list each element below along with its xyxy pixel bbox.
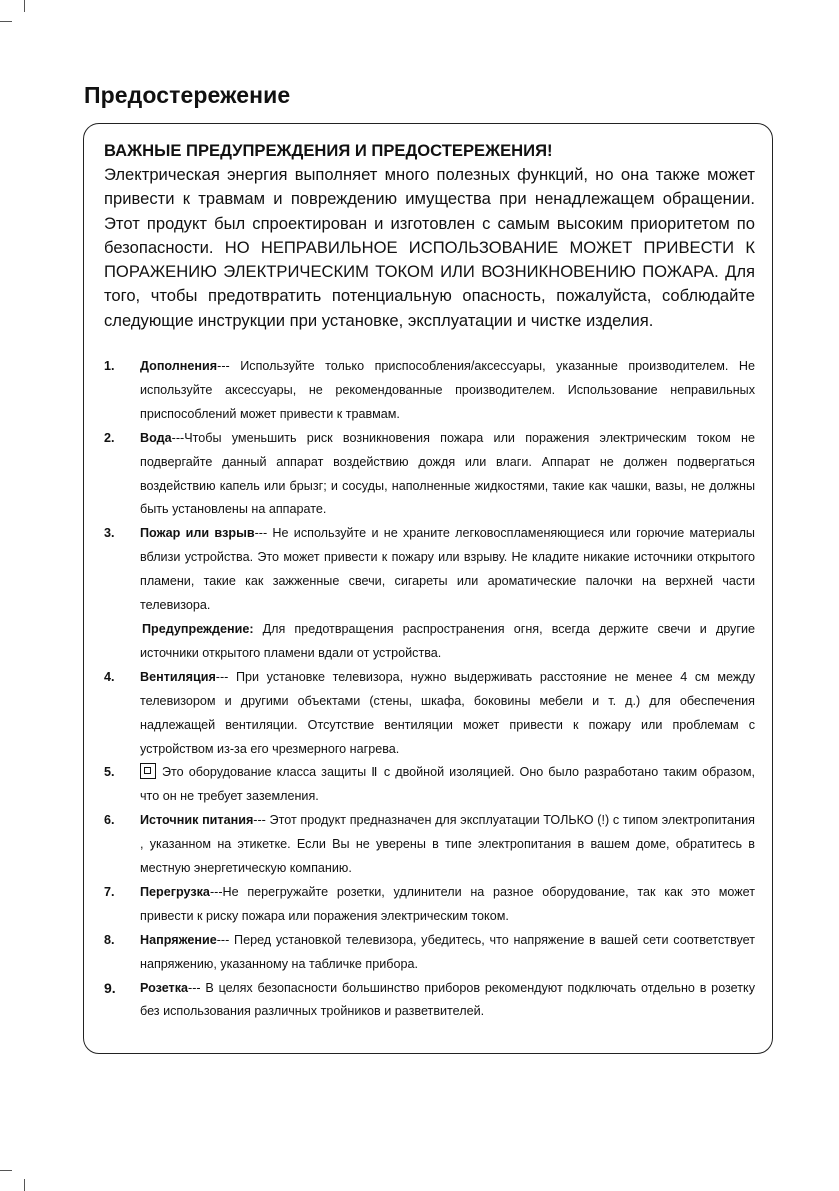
item-term: Перегрузка: [140, 884, 210, 899]
crop-mark: [0, 1170, 12, 1171]
crop-mark: [24, 1179, 25, 1191]
list-item: [104, 666, 755, 762]
warning-note: [104, 618, 755, 666]
item-term: Напряжение: [140, 932, 217, 947]
item-term: Дополнения: [140, 359, 218, 373]
item-term: Пожар или взрыв: [140, 526, 255, 541]
warning-note-term: Предупреждение:: [142, 621, 254, 636]
item-text: --- При установке телевизора, нужно выдерживать расстояние не менее 4 см между телевизором и другими объектами (стены, шкафа, боковины мебели и т. д.) для обеспечения надлежащей вентиляции. Отсутствие вентиляции может привести к пожару или проблемам с устройством из-за его чрезмерного нагрева.: [140, 669, 755, 756]
item-number: 5.: [104, 765, 115, 780]
item-text: --- В целях безопасности большинство приборов рекомендуют подключать отдельно в розетку без использования различных тройников и разветвителей.: [140, 980, 755, 1019]
crop-mark: [0, 21, 12, 22]
item-text: --- Перед установкой телевизора, убедитесь, что напряжение в вашей сети соответствует напряжению, указанному на табличке прибора.: [140, 932, 755, 971]
list-item: [104, 809, 755, 881]
crop-mark: [24, 0, 25, 12]
list-item: [104, 761, 755, 809]
item-term: Источник питания: [140, 813, 254, 828]
item-number: 4.: [104, 669, 115, 684]
page-title: Предостережение: [84, 82, 291, 108]
list-item: [104, 977, 755, 1025]
list-item: [104, 355, 755, 427]
list-item: [104, 881, 755, 929]
item-text: --- Используйте только приспособления/аксессуары, указанные производителем. Не используйте аксессуары, не рекомендованные производителем. Использование неправильных приспособлений может привести к травмам.: [140, 359, 755, 421]
item-term: Розетка: [140, 980, 189, 995]
list-item: [104, 427, 755, 523]
item-text: --- Этот продукт предназначен для эксплуатации ТОЛЬКО (!) с типом электропитания , указанном на этикетке. Если Вы не уверены в типе электропитания в вашем доме, обратитесь в местную энергетическую компанию.: [140, 813, 755, 876]
item-number: 7.: [104, 884, 115, 899]
box-heading: ВАЖНЫЕ ПРЕДУПРЕЖДЕНИЯ И ПРЕДОСТЕРЕЖЕНИЯ!: [104, 141, 553, 160]
item-text: Это оборудование класса защиты Ⅱ с двойной изоляцией. Оно было разработано таким образом, что он не требует заземления.: [140, 765, 755, 804]
item-text: ---Чтобы уменьшить риск возникновения пожара или поражения электрическим током не подвергайте данный аппарат воздействию дождя или влаги. Аппарат не должен подвергаться воздействию капель или брызг; и сосуды, наполненные жидкостями, такие как чашки, вазы, не должны быть установлены на аппарате.: [140, 430, 755, 517]
list-item: [104, 522, 755, 618]
double-insulation-icon: [140, 763, 156, 779]
item-number: 1.: [104, 359, 115, 373]
item-number: 3.: [104, 526, 115, 541]
item-term: Вода: [140, 430, 172, 445]
intro-paragraph: Электрическая энергия выполняет много полезных функций, но она также может привести к травмам и повреждению имущества при ненадлежащем обращении. Этот продукт был спроектирован и изготовлен с самым высоким приоритетом по безопасности. НО НЕПРАВИЛЬНОЕ ИСПОЛЬЗОВАНИЕ МОЖЕТ ПРИВЕСТИ К ПОРАЖЕНИЮ ЭЛЕКТРИЧЕСКИМ ТОКОМ ИЛИ ВОЗНИКНОВЕНИЮ ПОЖАРА. Для того, чтобы предотвратить потенциальную опасность, пожалуйста, соблюдайте следующие инструкции при установке, эксплуатации и чистке изделия.: [104, 165, 755, 330]
item-number: 9.: [104, 979, 116, 996]
item-text: --- Не используйте и не храните легковоспламеняющиеся или горючие материалы вблизи устройства. Это может привести к пожару или взрыву. Не кладите никакие источники открытого пламени, такие как зажженные свечи, сигареты или ароматические палочки на верхней части телевизора.: [140, 526, 755, 613]
warning-note-text: Для предотвращения распространения огня, всегда держите свечи и другие источники открытого пламени вдали от устройства.: [140, 621, 755, 660]
list-item: [104, 929, 755, 977]
item-number: 6.: [104, 813, 115, 828]
item-text: ---Не перегружайте розетки, удлинители на разное оборудование, так как это может привести к риску пожара или поражения электрическим током.: [140, 884, 755, 923]
item-number: 2.: [104, 430, 115, 445]
safety-list: [104, 355, 755, 1024]
item-number: 8.: [104, 932, 115, 947]
item-term: Вентиляция: [140, 669, 216, 684]
